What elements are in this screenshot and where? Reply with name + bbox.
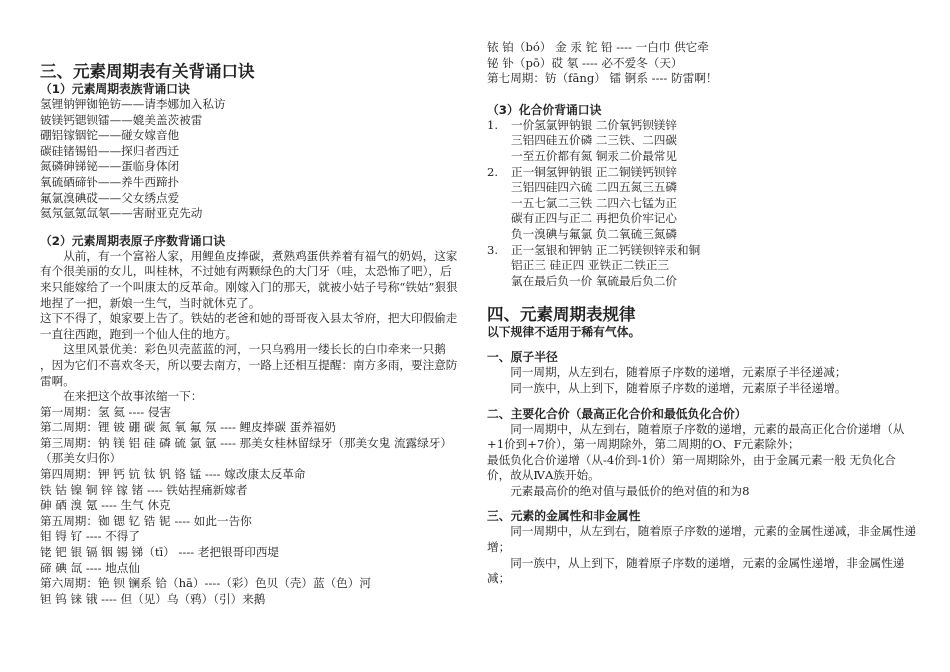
right-column (487, 0, 917, 587)
list-number: 2. (487, 164, 499, 179)
story-paragraph: 这里风景优美：彩色贝壳蓝蓝的河，一只乌鸦用一缕长长的白巾牵来一只鹅 ，因为它们不喜欢冬天，所以要去南方，一路上还相互提醒：南方多雨，要注意防雷啊。 (40, 342, 458, 388)
period-line: 第二周期：锂 铍 硼 碳 氮 氧 氟 氖 ---- 鲤皮捧碳 蛋养福奶 (40, 420, 336, 435)
period-line: 钽 钨 铼 锇 ---- 但（见）乌（鸦）（引）来鹅 (40, 591, 266, 606)
sub2-title: （2）元素周期表原子序数背诵口诀 (40, 233, 226, 248)
mnemonic-line: 氟氯溴碘砹——父女绣点爱 (40, 190, 180, 205)
period-line: 钼 锝 钌 ---- 不得了 (40, 529, 140, 544)
mnemonic-line: 硼铝镓铟铊——碰女嫁音他 (40, 128, 180, 143)
rule-paragraph: 同一族中，从上到下，随着原子序数的递增，元素的金属性递增，非金属性递减； (487, 555, 905, 586)
mnemonic-line: 氢锂钠钾铷铯钫——请李娜加入私访 (40, 97, 226, 111)
valence-line: 碳有正四与正二 再把负价牢记心 (511, 211, 677, 226)
rule-paragraph: 同一周期中，从左到右，随着原子序数的递增，元素的最高正化合价递增（从+1价到+7价），第一周期除外，第二周期的O、F元素除外； (487, 421, 905, 452)
valence-line: 三铝四硅四六硫 二四五氮三五磷 (511, 180, 677, 195)
section4-note: 以下规律不适用于稀有气体。 (487, 325, 641, 340)
period-line: 铋 钋（pō）砹 氡 ---- 必不爱冬（天） (487, 55, 683, 70)
period-line: 碲 碘 氙 ---- 地点仙 (40, 560, 140, 575)
period-line: 第四周期：钾 钙 钪 钛 钒 铬 锰 ---- 嫁改康太反革命 (40, 467, 306, 482)
period-line: 铑 钯 银 镉 铟 锡 锑（tī） ---- 老把银哥印西堤 (40, 545, 280, 560)
story-summary-intro: 在来把这个故事浓缩一下： (63, 389, 203, 404)
rule-line: 同一周期，从左到右，随着原子序数的递增，元素原子半径递减； (510, 365, 847, 380)
sub3-title: （3）化合价背诵口诀 (487, 102, 602, 117)
period-line: 铁 钴 镍 铜 锌 镓 锗 ---- 铁姑捏痛新嫁者 (40, 482, 248, 497)
period-line: 第一周期：氢 氦 ---- 侵害 (40, 404, 172, 419)
valence-line: 正一铜氢钾钠银 正二铜镁钙钡锌 (511, 164, 677, 179)
list-number: 3. (487, 242, 499, 257)
valence-group (487, 243, 917, 290)
list-number: 1. (487, 117, 499, 132)
period-line: 砷 硒 溴 氪 ---- 生气 休克 (40, 498, 171, 513)
rule-line: 同一族中，从上到下，随着原子序数的递增，元素原子半径递增。 (510, 380, 847, 395)
sub1-title: （1）元素周期表族背诵口诀 (40, 82, 190, 96)
left-column (40, 0, 460, 607)
valence-line: 正一氢银和钾钠 正二钙镁钡锌汞和铜 (511, 242, 701, 257)
story-paragraph: 从前，有一个富裕人家，用鲤鱼皮捧碳，煮熟鸡蛋供养着有福气的奶妈，这家有个很美丽的女儿，叫桂林，不过她有两颗绿色的大门牙（哇，太恐怖了吧），后来只能嫁给了一个叫康太的反革命。刚嫁入门的那天，就被小姑子号称“铁姑”狠狠地捏了一把，新娘一生气，当时就休克了。 (40, 248, 458, 310)
valence-line: 一至五价都有氮 铜汞二价最常见 (511, 148, 677, 163)
valence-group (487, 118, 917, 165)
valence-line: 铝正三 硅正四 亚铁正二铁正三 (511, 258, 670, 273)
mnemonic-line: 氦氖氩氪氙氡——害耐亚克先动 (40, 206, 203, 221)
period-line: 第五周期：铷 锶 钇 锆 铌 ---- 如此一告你 (40, 513, 252, 528)
rule-paragraph: 元素最高价的绝对值与最低价的绝对值的和为8 (510, 483, 750, 498)
valence-line: 氯在最后负一价 氧硫最后负二价 (511, 273, 677, 288)
mnemonic-line: 氧硫硒碲钋——养牛西蹄扑 (40, 174, 180, 189)
section4-title: 四、元素周期表规律 (487, 305, 636, 325)
valence-group (487, 165, 917, 243)
valence-line: 一五七氯二三铁 二四六七锰为正 (511, 195, 677, 210)
section3-title: 三、元素周期表有关背诵口诀 (40, 62, 255, 81)
mnemonic-line: 氮磷砷锑铋——蛋临身体闭 (40, 159, 180, 174)
rule-paragraph: 最低负化合价递增（从-4价到-1价）第一周期除外，由于金属元素一般 无负化合价，故从ⅣA族开始。 (487, 452, 896, 483)
period-line: 铱 铂（bó） 金 汞 铊 铅 ---- 一白巾 供它牵 (487, 40, 709, 54)
rule2-title: 二、主要化合价（最高正化合价和最低负化合价） (487, 406, 747, 421)
story-paragraph: 这下不得了，娘家要上告了。铁姑的老爸和她的哥哥夜入县太爷府，把大印假偷走一直往西跑，跑到一个仙人住的地方。 (40, 311, 458, 341)
valence-line: 负一溴碘与氟氯 负二氧硫三氮磷 (511, 226, 677, 241)
period-line: 第三周期：钠 镁 铝 硅 磷 硫 氯 氩 ---- 那美女桂林留绿牙（那美女鬼 流露绿牙）（那美女归你） (40, 435, 452, 466)
rule3-title: 三、元素的金属性和非金属性 (487, 509, 641, 524)
valence-line: 三铝四硅五价磷 二三铁、二四碳 (511, 133, 677, 148)
rule1-title: 一、原子半径 (487, 350, 558, 365)
mnemonic-line: 碳硅锗锡铅——探归者西迁 (40, 143, 180, 158)
valence-line: 一价氢氯钾钠银 二价氧钙钡镁锌 (511, 117, 677, 132)
period-line: 第七周期：钫（fāng） 镭 锕系 ---- 防雷啊！ (487, 71, 718, 86)
mnemonic-line: 铍镁钙锶钡镭——媲美盖茨被雷 (40, 112, 203, 127)
rule-paragraph: 同一周期中，从左到右，随着原子序数的递增，元素的金属性递减，非金属性递增； (487, 524, 916, 555)
period-line: 第六周期：铯 钡 镧系 铪（hā）----（彩）色贝（壳）蓝（色）河 (40, 576, 371, 591)
